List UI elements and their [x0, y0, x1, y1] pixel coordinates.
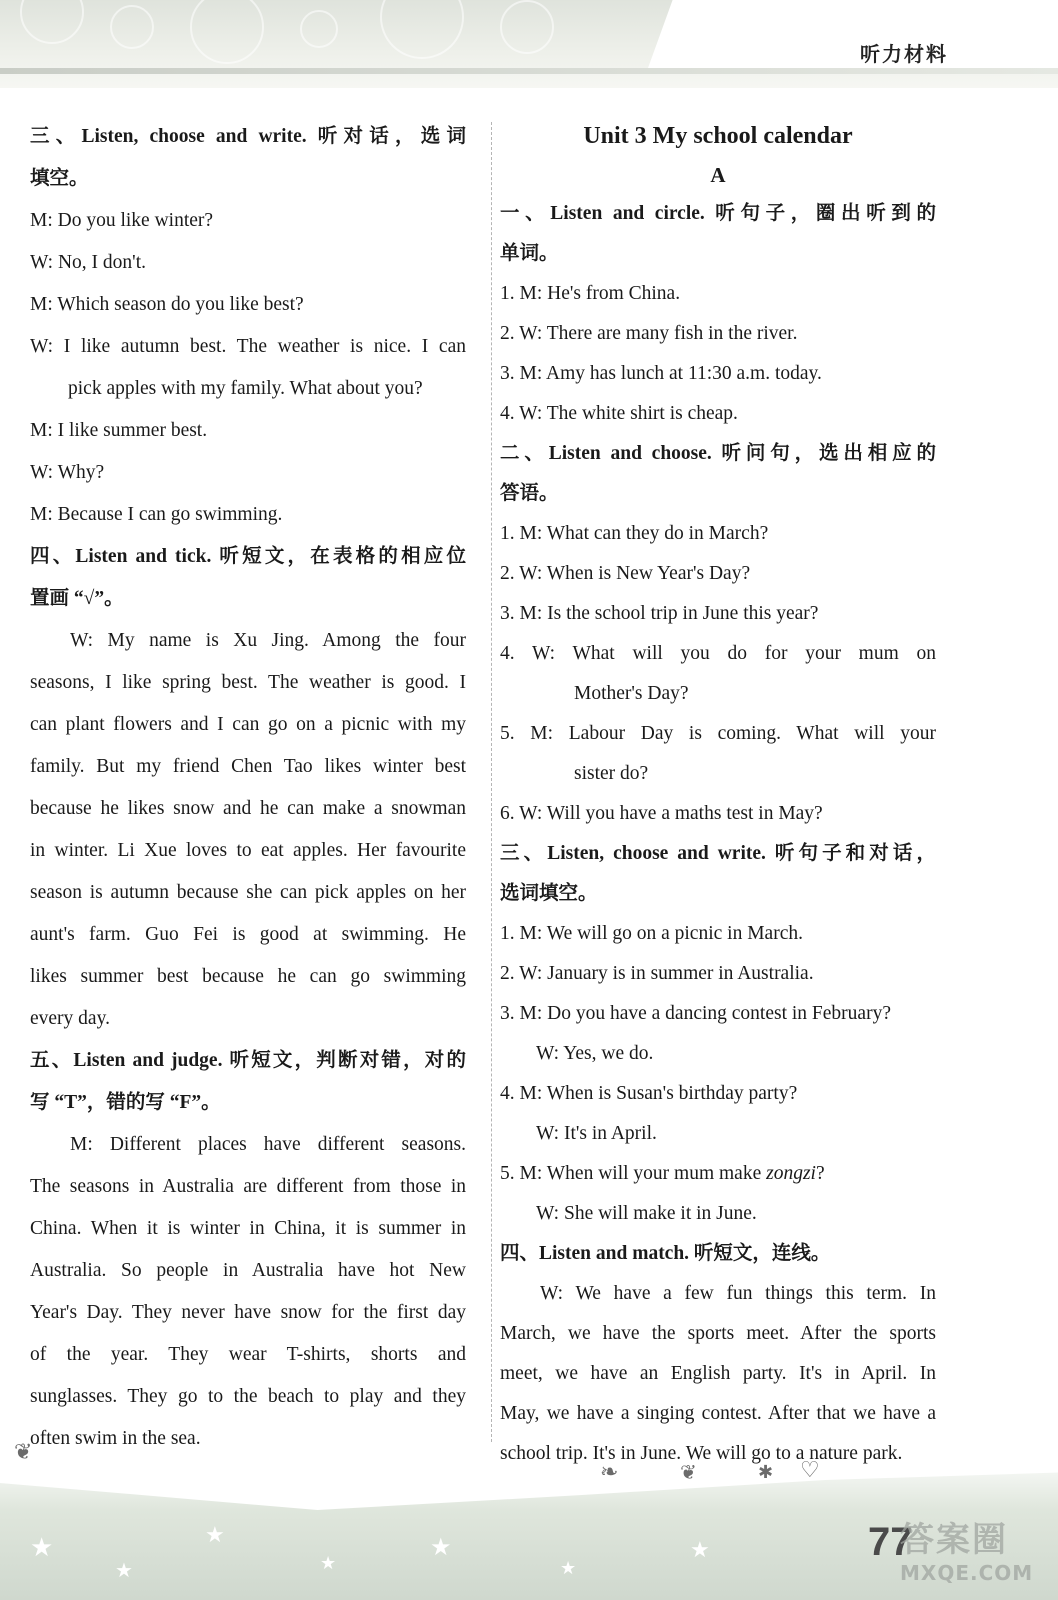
italic-word: zongzi [766, 1163, 816, 1184]
passage-line: Australia. So people in Australia have hot New [30, 1260, 466, 1281]
section-1-title: 一、Listen and circle. 听句子，圈出听到的 [500, 203, 936, 224]
passage-line: M: Different places have different seasons. [70, 1134, 466, 1155]
passage-line: aunt's farm. Guo Fei is good at swimming. He [30, 924, 466, 945]
question-item-cont: Mother's Day? [574, 683, 689, 704]
star-icon: ★ [205, 1523, 225, 1548]
reply-line: W: It's in April. [536, 1123, 657, 1144]
sentence-item: 2. W: January is in summer in Australia. [500, 963, 814, 984]
passage-line: seasons, I like spring best. The weather is good. I [30, 672, 466, 693]
dialogue-line-cont: pick apples with my family. What about you? [68, 378, 423, 399]
passage-line: of the year. They wear T-shirts, shorts and [30, 1344, 466, 1365]
watermark-url: MXQE.COM [900, 1561, 1034, 1585]
dialogue-line: M: Do you like winter? [30, 210, 214, 231]
section-3-title-cont: 选词填空。 [500, 883, 598, 904]
section-5-title: 五、Listen and judge. 听短文，判断对错，对的 [30, 1050, 466, 1071]
star-icon: ★ [115, 1558, 133, 1582]
passage-line: Year's Day. They never have snow for the first day [30, 1302, 466, 1323]
passage-line: can plant flowers and I can go on a picnic with my [30, 714, 466, 735]
passage-line: because he likes snow and he can make a snowman [30, 798, 466, 819]
dialogue-line: W: No, I don't. [30, 252, 146, 273]
sparkle-icon: ✱ [758, 1462, 774, 1483]
section-4-title: 四、Listen and tick. 听短文，在表格的相应位 [30, 546, 466, 567]
header-rule [0, 68, 1058, 74]
passage-line: The seasons in Australia are different from those in [30, 1176, 466, 1197]
sentence-item: 4. M: When is Susan's birthday party? [500, 1083, 798, 1104]
passage-line: W: We have a few fun things this term. In [540, 1283, 936, 1304]
section-3-title: 三、Listen, choose and write. 听句子和对话， [500, 843, 936, 864]
question-item: 2. W: When is New Year's Day? [500, 563, 751, 584]
dialogue-line: M: Because I can go swimming. [30, 504, 283, 525]
dialogue-line: W: I like autumn best. The weather is nice. I can [30, 336, 466, 357]
question-item: 1. M: What can they do in March? [500, 523, 769, 544]
section-4-title-cont: 置画 “√”。 [30, 588, 124, 609]
question-item: 3. M: Is the school trip in June this year? [500, 603, 819, 624]
sentence-item [500, 1154, 936, 1194]
sentence-item: 1. M: We will go on a picnic in March. [500, 923, 803, 944]
reply-line: W: She will make it in June. [536, 1203, 757, 1224]
passage-line: meet, we have an English party. It's in April. In [500, 1363, 936, 1384]
section-2-title: 二、Listen and choose. 听问句，选出相应的 [500, 443, 936, 464]
star-icon: ★ [430, 1533, 452, 1561]
star-icon: ★ [320, 1553, 337, 1574]
passage-line: every day. [30, 1008, 110, 1029]
passage-line: March, we have the sports meet. After the sports [500, 1323, 936, 1344]
passage-line: May, we have a singing contest. After that we have a [500, 1403, 936, 1424]
passage-line: often swim in the sea. [30, 1428, 201, 1449]
section-3-title-cont: 填空。 [30, 168, 89, 189]
watermark-text: 答案圈 [900, 1520, 1008, 1560]
column-divider [491, 122, 492, 1442]
passage-line: sunglasses. They go to the beach to play and they [30, 1386, 466, 1407]
sentence-punct: ? [815, 1163, 825, 1184]
section-4-title: 四、Listen and match. 听短文，连线。 [500, 1243, 831, 1264]
sentence-item: 3. M: Do you have a dancing contest in February? [500, 1003, 891, 1024]
section-2-title-cont: 答语。 [500, 483, 559, 504]
header-tab [648, 0, 1058, 68]
section-5-title-cont: 写 “T”，错的写 “F”。 [30, 1092, 221, 1113]
section-3-title: 三、Listen, choose and write. 听对话，选词 [30, 126, 466, 147]
watermark-logo [900, 1512, 1050, 1585]
sentence-text: 5. M: When will your mum make [500, 1163, 767, 1184]
star-icon: ★ [560, 1558, 577, 1579]
section-1-title-cont: 单词。 [500, 243, 559, 264]
passage-line: likes summer best because he can go swimming [30, 966, 466, 987]
heart-icon: ♡ [800, 1458, 820, 1483]
star-icon: ★ [690, 1538, 710, 1563]
dialogue-line: M: I like summer best. [30, 420, 208, 441]
running-title: 听力材料 [860, 42, 948, 66]
passage-line: family. But my friend Chen Tao likes winter best [30, 756, 466, 777]
leaf-icon: ❧ [600, 1460, 619, 1485]
passage-line: season is autumn because she can pick apples on her [30, 882, 466, 903]
part-label: A [710, 163, 726, 187]
question-item-cont: sister do? [574, 763, 649, 784]
question-item: 4. W: What will you do for your mum on [500, 643, 936, 664]
passage-line: China. When it is winter in China, it is summer in [30, 1218, 466, 1239]
star-icon: ★ [30, 1533, 54, 1563]
question-item: 5. M: Labour Day is coming. What will your [500, 723, 936, 744]
leaf-icon: ❦ [680, 1460, 697, 1484]
sentence-item: 2. W: There are many fish in the river. [500, 323, 798, 344]
passage-line: in winter. Li Xue loves to eat apples. Her favourite [30, 840, 466, 861]
page-number: 77 [868, 1520, 913, 1564]
dialogue-line: M: Which season do you like best? [30, 294, 304, 315]
right-column [500, 116, 936, 1474]
unit-title: Unit 3 My school calendar [583, 123, 853, 149]
reply-line: W: Yes, we do. [536, 1043, 654, 1064]
leaf-icon: ❦ [14, 1440, 33, 1465]
left-column [30, 116, 466, 1460]
dialogue-line: W: Why? [30, 462, 105, 483]
sentence-item: 3. M: Amy has lunch at 11:30 a.m. today. [500, 363, 822, 384]
sentence-item: 1. M: He's from China. [500, 283, 681, 304]
passage-line: school trip. It's in June. We will go to a nature park. [500, 1443, 903, 1464]
sentence-item: 4. W: The white shirt is cheap. [500, 403, 738, 424]
question-item: 6. W: Will you have a maths test in May? [500, 803, 823, 824]
passage-line: W: My name is Xu Jing. Among the four [70, 630, 466, 651]
